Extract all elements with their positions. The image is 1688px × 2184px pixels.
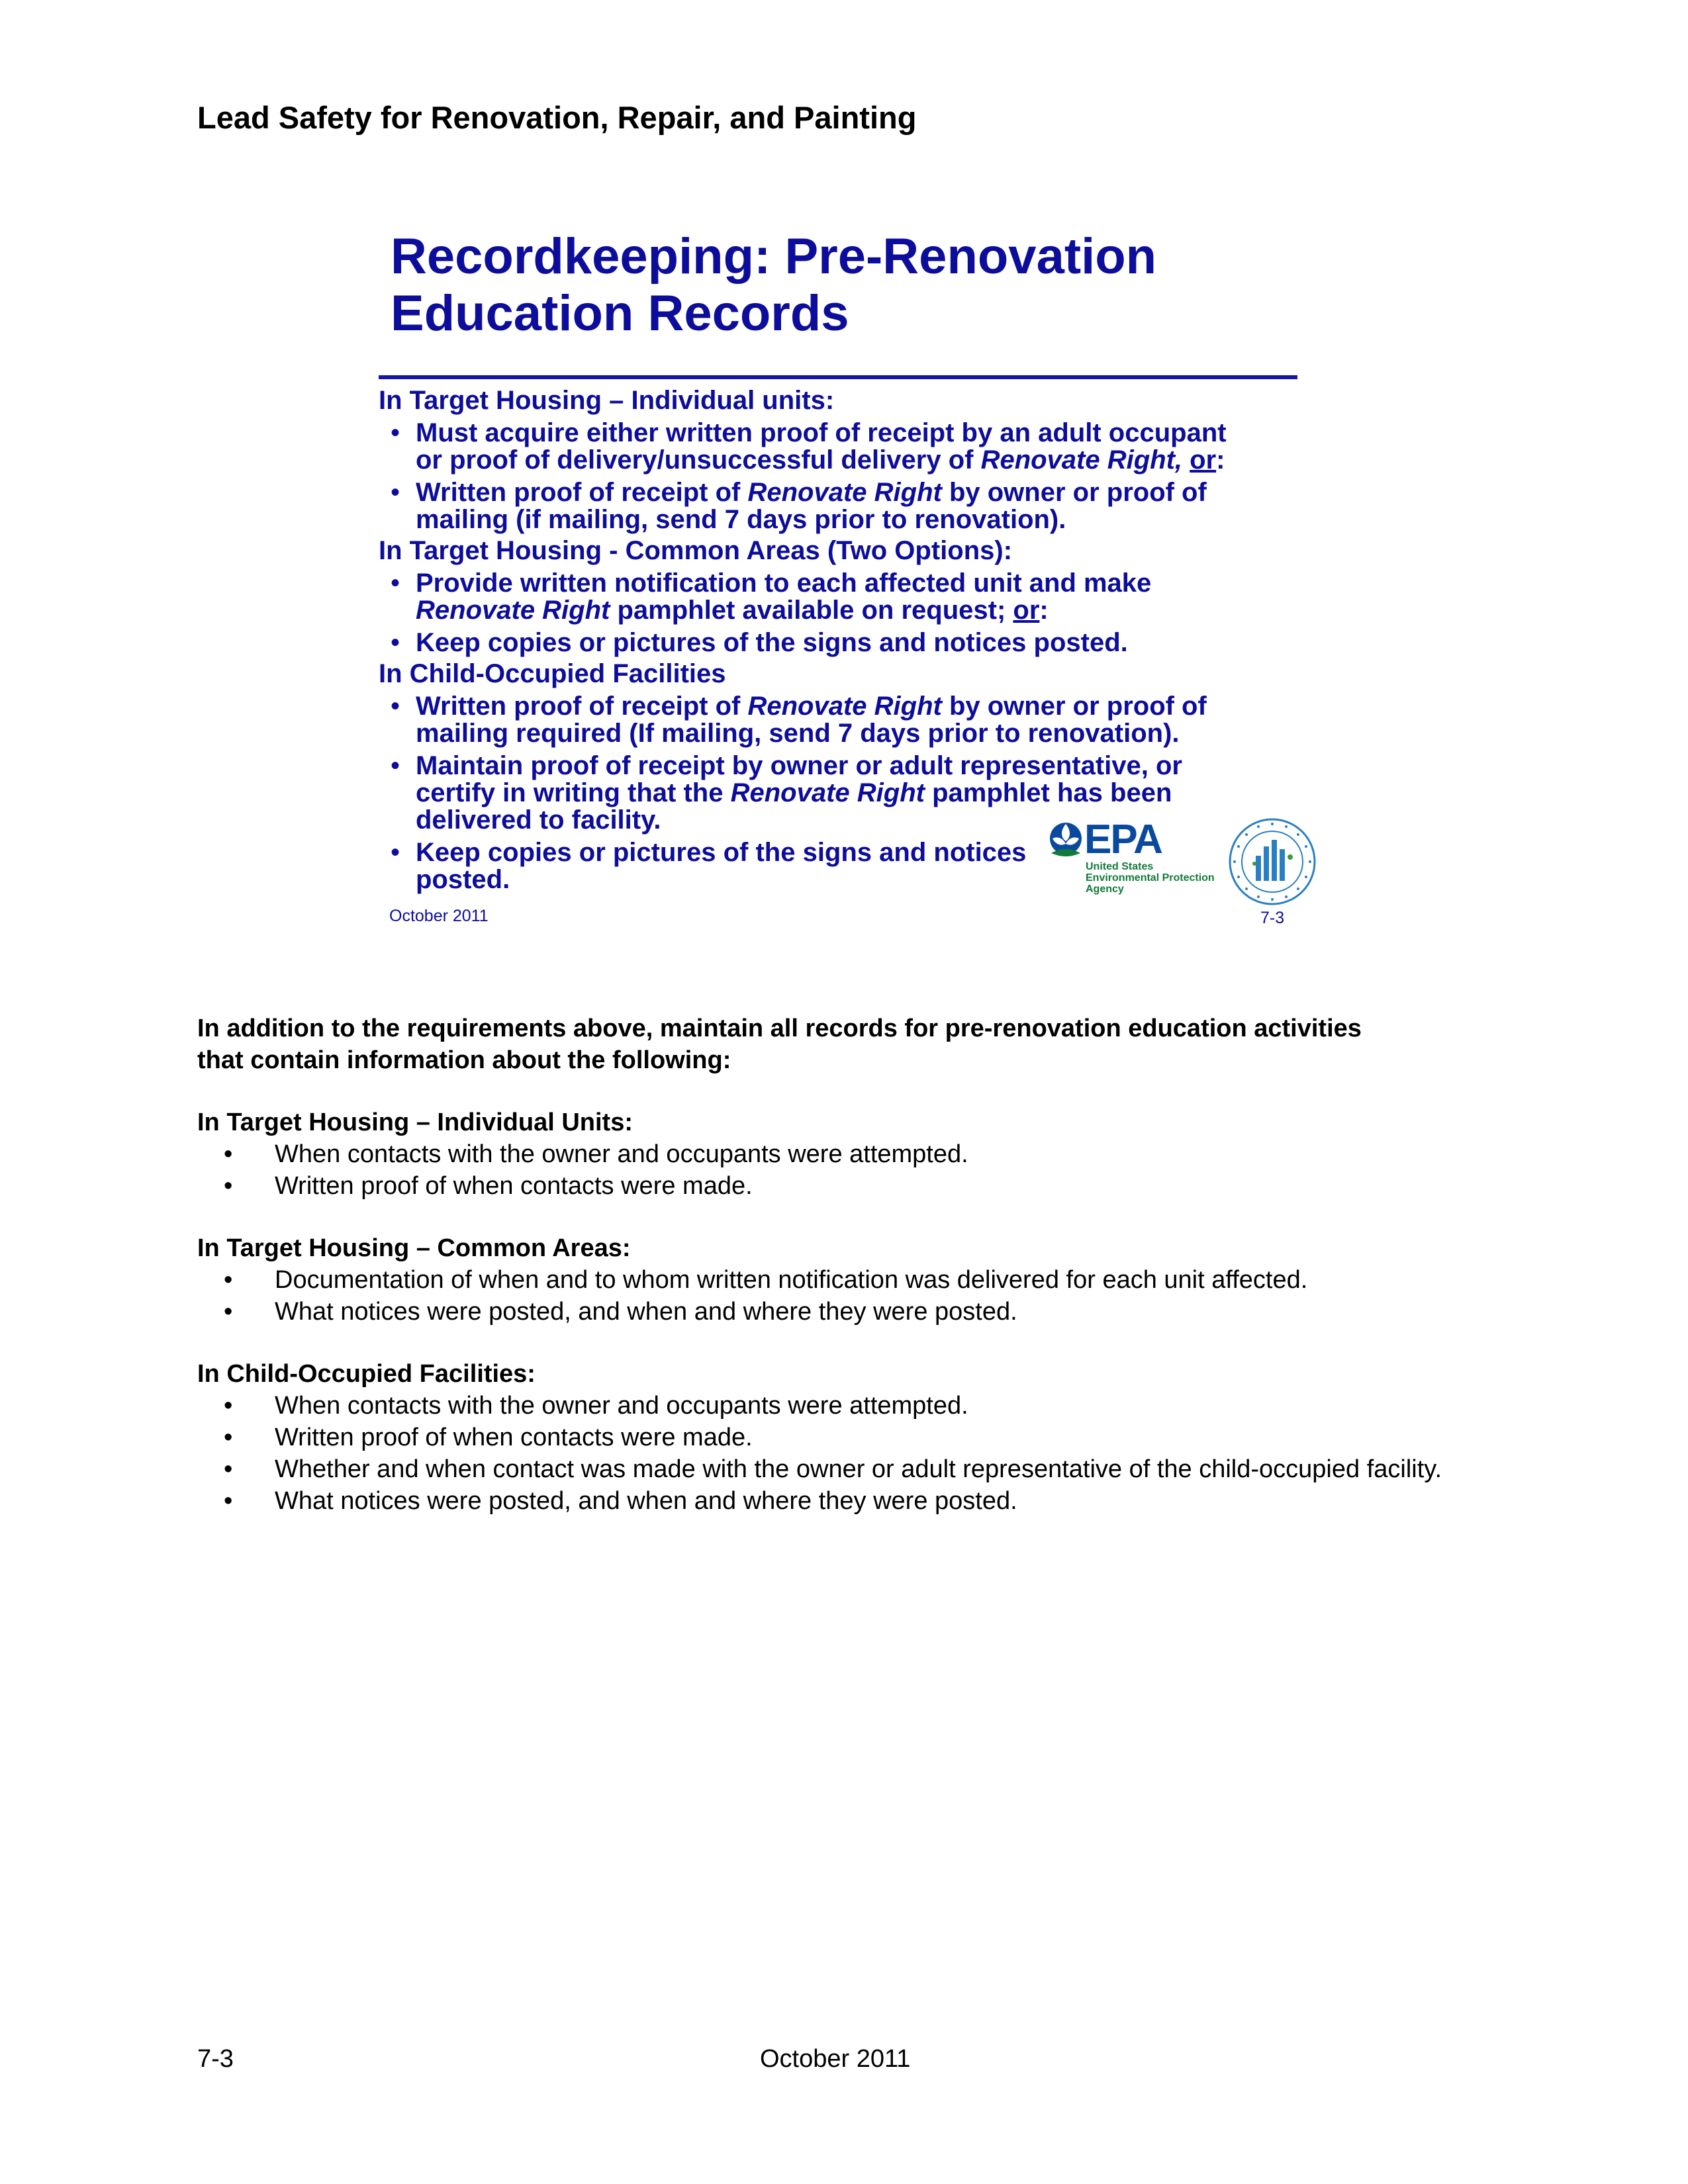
slide-bullet-text: by owner or proof of <box>941 478 1207 507</box>
slide-bullet-text: Keep copies or pictures of the signs and notices <box>416 838 1027 867</box>
slide-bullet-text: mailing (if mailing, send 7 days prior to renovation). <box>416 505 1066 534</box>
slide-bullet-text: Provide written notification to each affected unit and make <box>416 569 1152 598</box>
list-item <box>197 1296 1495 1328</box>
slide-bullet-text: : <box>1216 445 1225 475</box>
slide-bullet-text: Keep copies or pictures of the signs and notices posted. <box>416 628 1128 657</box>
epa-logo <box>1046 817 1218 897</box>
slide-bullet-text: mailing required (If mailing, send 7 days prior to renovation). <box>416 719 1180 748</box>
list-item <box>197 1138 1495 1170</box>
bullet-glyph: • <box>224 1266 233 1294</box>
slide-bullet-text: : <box>1039 596 1049 625</box>
epa-agency-line: Agency <box>1086 884 1124 895</box>
slide-section-heading: In Target Housing - Common Areas (Two Options): <box>379 536 1013 565</box>
slide-bullet <box>379 420 1292 474</box>
slide-bullet-text <box>1182 445 1190 475</box>
doc-bullet-list <box>197 1390 1495 1517</box>
bullet-glyph: • <box>391 751 400 780</box>
bullet-glyph: • <box>224 1455 233 1483</box>
doc-section <box>197 1358 1495 1517</box>
slide-section <box>379 537 1292 657</box>
bullet-glyph: • <box>391 478 400 507</box>
epa-agency-line: Environmental Protection <box>1086 872 1215 884</box>
pamphlet-title: Renovate Right <box>730 778 925 807</box>
slide-bullet-text: posted. <box>416 865 510 894</box>
intro-paragraph <box>197 1013 1495 1076</box>
emphasis-or: or <box>1190 445 1217 475</box>
pamphlet-title: Renovate Right <box>747 478 942 507</box>
epa-agency-name <box>1086 861 1225 895</box>
page-header: Lead Safety for Renovation, Repair, and Painting <box>197 100 917 135</box>
slide-bullet-text: Must acquire either written proof of receipt by an adult occupant <box>416 418 1227 447</box>
slide-bullet-text: Maintain proof of receipt by owner or adult representative, or <box>416 751 1182 780</box>
slide-number: 7-3 <box>1260 909 1285 927</box>
doc-section-heading: In Target Housing – Individual Units: <box>197 1109 633 1136</box>
bullet-glyph: • <box>391 692 400 721</box>
slide-bullet-text: certify in writing that the <box>416 778 731 807</box>
slide-date: October 2011 <box>389 907 489 925</box>
doc-bullet-list <box>197 1138 1495 1202</box>
pamphlet-title: Renovate Right <box>747 692 942 721</box>
bullet-glyph: • <box>224 1298 233 1326</box>
list-item-text: What notices were posted, and when and where they were posted. <box>275 1298 1017 1326</box>
slide-bullet-text: Written proof of receipt of <box>416 692 748 721</box>
slide-section-heading: In Child-Occupied Facilities <box>379 659 726 688</box>
slide <box>377 228 1311 930</box>
bullet-glyph: • <box>224 1487 233 1515</box>
list-item-text: When contacts with the owner and occupants were attempted. <box>275 1140 968 1168</box>
list-item <box>197 1390 1495 1422</box>
doc-section <box>197 1107 1495 1202</box>
bullet-glyph: • <box>224 1140 233 1168</box>
slide-title <box>391 228 1291 342</box>
bullet-glyph: • <box>391 569 400 598</box>
pamphlet-title: Renovate Right <box>416 596 610 625</box>
slide-bullet-text: or proof of delivery/unsuccessful delivery of <box>416 445 981 475</box>
bullet-glyph: • <box>391 418 400 447</box>
emphasis-or: or <box>1013 596 1040 625</box>
list-item <box>197 1170 1495 1202</box>
list-item-text: Documentation of when and to whom written notification was delivered for each unit affected. <box>275 1266 1308 1294</box>
list-item-text: Written proof of when contacts were made. <box>275 1172 753 1200</box>
slide-bullet-list <box>379 570 1292 657</box>
slide-bullet-text: pamphlet has been <box>924 778 1172 807</box>
slide-bullet <box>379 629 1292 657</box>
slide-bullet-text: by owner or proof of <box>941 692 1207 721</box>
intro-line: In addition to the requirements above, maintain all records for pre-renovation education activities <box>197 1015 1362 1042</box>
list-item <box>197 1422 1495 1453</box>
intro-line: that contain information about the following: <box>197 1046 731 1074</box>
slide-divider <box>379 375 1297 379</box>
slide-bullet <box>379 479 1292 533</box>
doc-section <box>197 1232 1495 1328</box>
document-body <box>197 1013 1495 1517</box>
slide-bullet-list <box>379 420 1292 533</box>
bullet-glyph: • <box>391 628 400 657</box>
slide-title-line: Recordkeeping: Pre-Renovation <box>391 228 1157 285</box>
list-item <box>197 1264 1495 1296</box>
list-item-text: What notices were posted, and when and where they were posted. <box>275 1487 1017 1515</box>
doc-section-heading: In Child-Occupied Facilities: <box>197 1360 536 1388</box>
slide-section <box>379 387 1292 533</box>
bullet-glyph: • <box>391 838 400 867</box>
pamphlet-title: Renovate Right, <box>980 445 1183 475</box>
epa-agency-line: United States <box>1086 861 1154 872</box>
hud-seal-icon <box>1228 817 1317 907</box>
list-item-text: When contacts with the owner and occupants were attempted. <box>275 1392 968 1420</box>
slide-bullet-text: pamphlet available on request; <box>610 596 1013 625</box>
footer-page-number: 7-3 <box>197 2045 234 2073</box>
bullet-glyph: • <box>224 1172 233 1200</box>
doc-section-heading: In Target Housing – Common Areas: <box>197 1234 631 1262</box>
list-item-text: Whether and when contact was made with the owner or adult representative of the child-occupied facility. <box>275 1455 1442 1483</box>
epa-wordmark: EPA <box>1084 817 1162 862</box>
slide-title-line: Education Records <box>391 285 849 341</box>
slide-bullet-text: Written proof of receipt of <box>416 478 748 507</box>
list-item <box>197 1453 1495 1485</box>
epa-flower-icon <box>1047 819 1084 865</box>
doc-bullet-list <box>197 1264 1495 1328</box>
bullet-glyph: • <box>224 1424 233 1451</box>
list-item <box>197 1485 1495 1517</box>
slide-bullet <box>379 693 1292 747</box>
bullet-glyph: • <box>224 1392 233 1420</box>
slide-bullet-text: delivered to facility. <box>416 805 661 835</box>
slide-bullet <box>379 570 1292 624</box>
slide-section-heading: In Target Housing – Individual units: <box>379 386 835 415</box>
list-item-text: Written proof of when contacts were made. <box>275 1424 753 1451</box>
footer-date: October 2011 <box>760 2045 911 2073</box>
